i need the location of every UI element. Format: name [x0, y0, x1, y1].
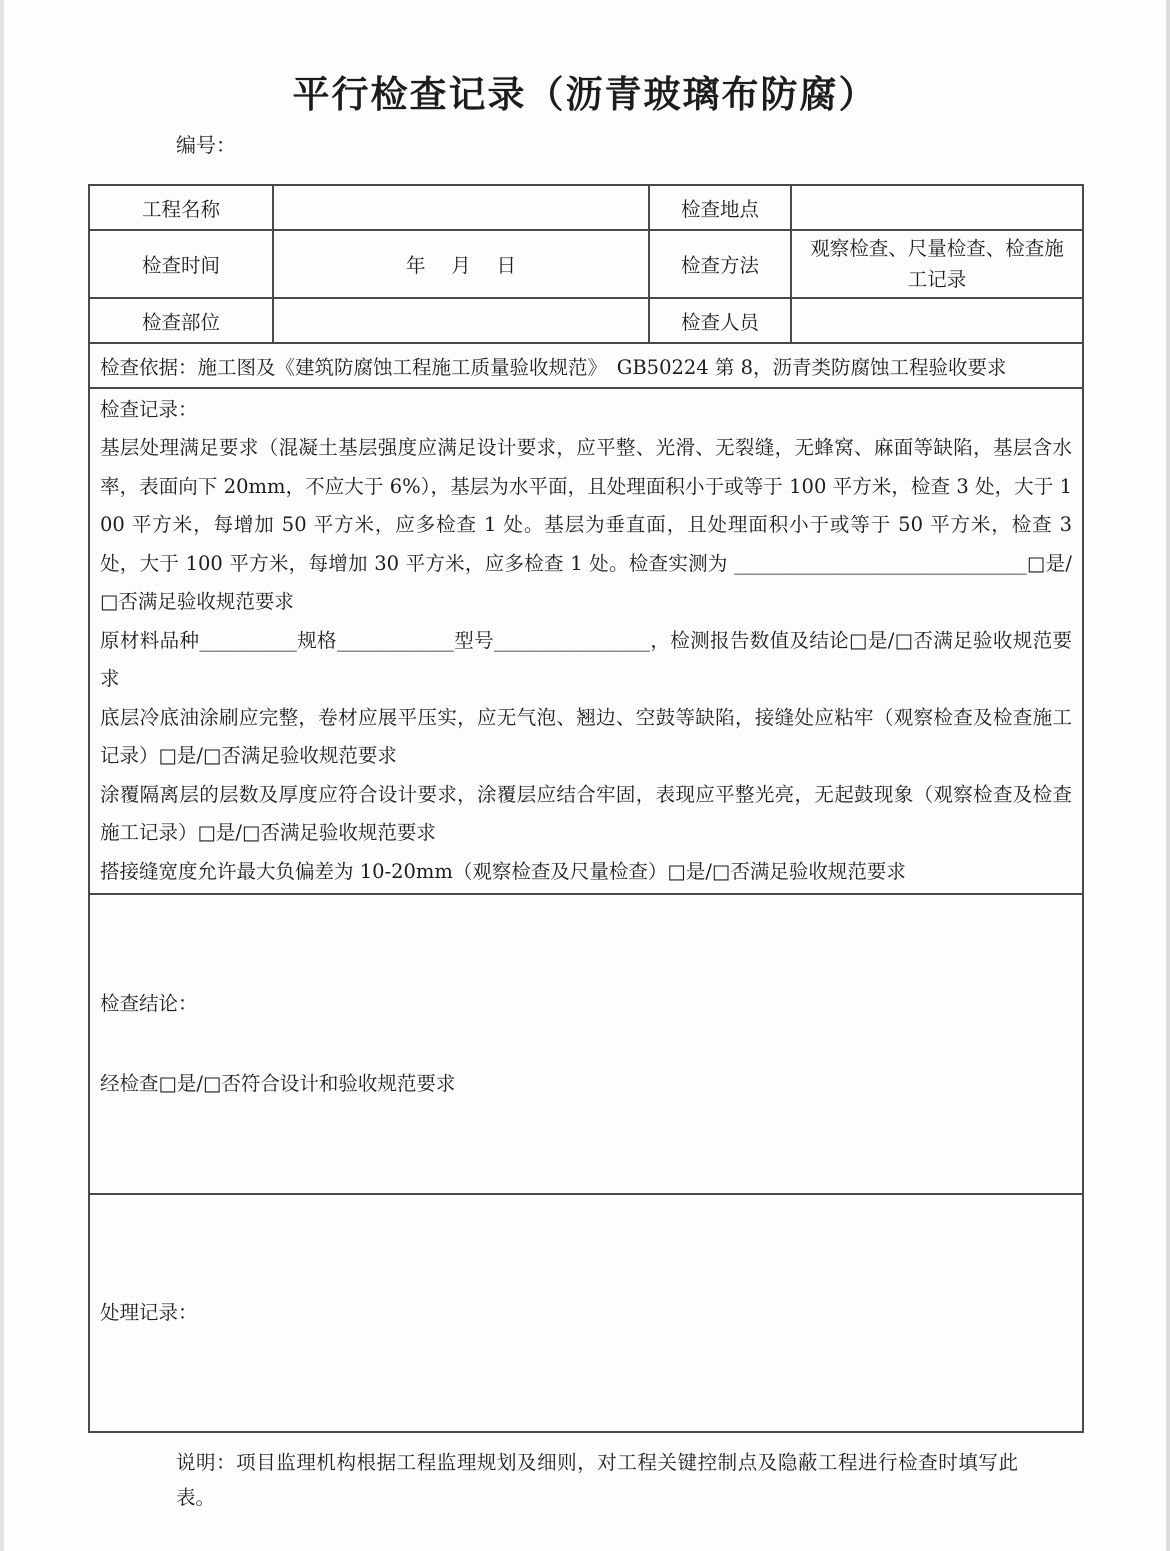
- label-inspection-location: 检查地点: [649, 185, 791, 230]
- conclusion-heading: 检查结论：: [100, 992, 198, 1015]
- inspection-location-field: [791, 185, 1083, 230]
- label-inspection-part: 检查部位: [89, 298, 273, 343]
- inspection-personnel-field: [791, 298, 1083, 343]
- record-heading: 检查记录：: [100, 398, 198, 421]
- record-paragraphs: [100, 429, 1072, 891]
- table-row: [89, 1194, 1083, 1432]
- inspection-method-value: 观察检查、尺量检查、检查施工记录: [791, 230, 1083, 298]
- label-project-name: 工程名称: [89, 185, 273, 230]
- inspection-record-section: [89, 388, 1083, 894]
- treatment-record-section: [89, 1194, 1083, 1432]
- table-row: [89, 230, 1083, 298]
- record-paragraph: 搭接缝宽度允许最大负偏差为 10-20mm（观察检查及尺量检查）□是/□否满足验收规范要求: [100, 859, 906, 883]
- inspection-basis: 检查依据：施工图及《建筑防腐蚀工程施工质量验收规范》 GB50224 第 8，沥青类防腐蚀工程验收要求: [89, 343, 1083, 388]
- record-paragraph: 基层处理满足要求（混凝土基层强度应满足设计要求，应平整、光滑、无裂缝，无蜂窝、麻面等缺陷，基层含水率，表面向下 20mm，不应大于 6%），基层为水平面，且处理面积小于或等于 100 平方米，检查 3 处，大于 100 平方米，每增加 50 平方米，应多检查 1 处。基层为垂直面，且处理面积小于或等于 50 平方米，检查 3 处，大于 100 平方米，每增加 30 平方米，应多检查 1 处。检查实测为 ______________________________□是/□否满足验收规范要求: [100, 436, 1072, 613]
- page-title: 平行检查记录（沥青玻璃布防腐）: [292, 72, 878, 116]
- label-inspection-personnel: 检查人员: [649, 298, 791, 343]
- inspection-part-field: [273, 298, 649, 343]
- record-paragraph: 原材料品种__________规格____________型号________________，检测报告数值及结论□是/□否满足验收规范要求: [100, 628, 1072, 690]
- treatment-heading: 处理记录：: [100, 1301, 198, 1324]
- table-row: [89, 894, 1083, 1194]
- table-row: [89, 343, 1083, 388]
- label-inspection-time: 检查时间: [89, 230, 273, 298]
- record-paragraph: 涂覆隔离层的层数及厚度应符合设计要求，涂覆层应结合牢固，表现应平整光亮，无起鼓现象（观察检查及检查施工记录）□是/□否满足验收规范要求: [100, 782, 1072, 844]
- table-row: [89, 388, 1083, 894]
- table-row: [89, 185, 1083, 230]
- record-paragraph: 底层冷底油涂刷应完整，卷材应展平压实，应无气泡、翘边、空鼓等缺陷，接缝处应粘牢（观察检查及检查施工记录）□是/□否满足验收规范要求: [100, 705, 1072, 767]
- conclusion-checkbox-line: 经检查□是/□否符合设计和验收规范要求: [100, 1072, 456, 1095]
- project-name-field: [273, 185, 649, 230]
- inspection-form-table: [88, 184, 1084, 1433]
- footer-note: 说明：项目监理机构根据工程监理规划及细则，对工程关键控制点及隐蔽工程进行检查时填写此表。: [176, 1451, 1018, 1509]
- table-row: [89, 298, 1083, 343]
- label-inspection-method: 检查方法: [649, 230, 791, 298]
- number-label: 编号：: [176, 133, 236, 157]
- inspection-date-field: 年 月 日: [273, 230, 649, 298]
- inspection-conclusion-section: [89, 894, 1083, 1194]
